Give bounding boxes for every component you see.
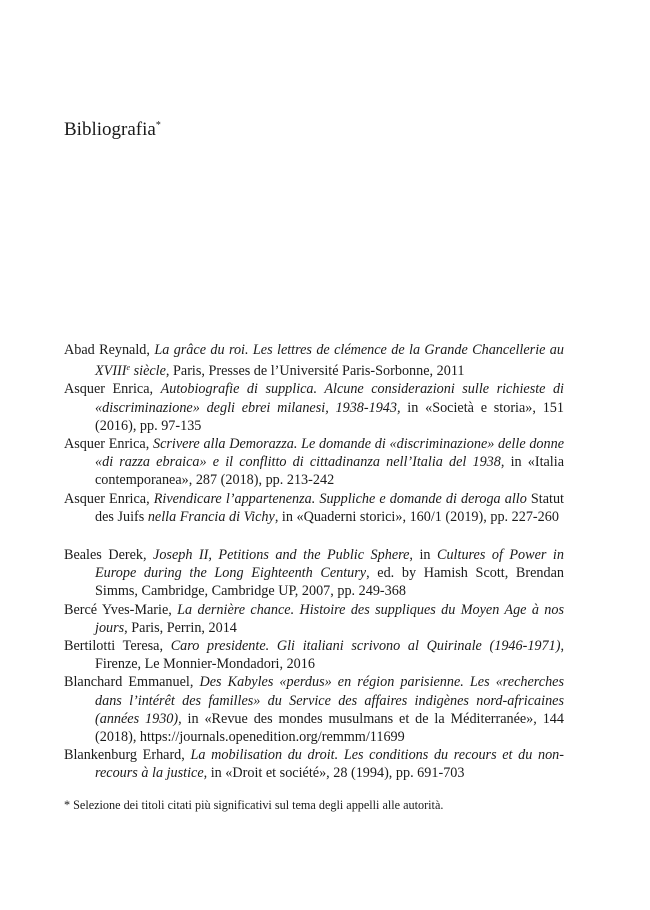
italic-title-run: La dernière chance. Histoire des suppliques du Moyen Age à nos jours	[95, 601, 565, 636]
text-run: Beales Derek,	[64, 547, 154, 564]
text-run: , in «Revue des mondes musulmans et de la Méditerranée», 144 (2018), https://journals.openedition.org/remmm/11699	[95, 710, 564, 746]
italic-title-run: Cultures of Power in Europe during the Long Eighteenth Century	[95, 547, 564, 582]
italic-title-run: siècle	[130, 363, 166, 380]
text-run: , in «Droit et société», 28 (1994), pp. 691-703	[203, 765, 465, 782]
italic-title-run: Rivendicare l’appartenenza. Suppliche e domande di deroga allo	[153, 490, 531, 507]
italic-title-run: Joseph II, Petitions and the Public Sphere	[153, 547, 410, 564]
bibliography-list	[64, 341, 564, 783]
text-run: , Paris, Presses de l’Université Paris-Sorbonne, 2011	[165, 363, 465, 380]
reference-entry	[64, 673, 564, 746]
bibliography-group-1	[64, 341, 564, 526]
italic-title-run: Scrivere alla Demorazza. Le domande di «discriminazione» delle donne «di razza ebraica» e il conflitto di cittadinanza nell’Italia del 1938	[95, 436, 565, 471]
text-run: Bertilotti Teresa,	[64, 638, 171, 655]
reference-entry	[64, 601, 564, 637]
reference-entry	[64, 546, 564, 601]
reference-entry	[64, 490, 564, 526]
group-spacer	[64, 526, 564, 546]
reference-entry	[64, 341, 564, 380]
page-title	[64, 114, 161, 142]
footnote-marker: *	[155, 120, 161, 131]
text-run: , in «Italia contemporanea», 287 (2018), pp. 213-242	[95, 454, 564, 489]
text-run: Bercé Yves-Marie,	[64, 601, 178, 618]
text-run: Asquer Enrica,	[64, 490, 154, 507]
italic-title-run: Caro presidente. Gli italiani scrivono al Quirinale (1946-1971)	[170, 638, 561, 655]
text-run: , in	[409, 547, 437, 564]
bibliography-group-2	[64, 546, 564, 783]
italic-title-run: La grâce du roi. Les lettres de clémence de la Grande Chancellerie au XVIII	[95, 342, 564, 380]
page-title-text: Bibliografia	[64, 119, 156, 140]
text-run: in «Società e storia», 151 (2016), pp. 97-135	[95, 399, 564, 434]
text-run: Asquer Enrica,	[64, 381, 161, 398]
text-run: Asquer Enrica,	[64, 436, 153, 453]
italic-title-run: La mobilisation du droit. Les conditions du recours et du non-recours à la justice	[95, 747, 564, 782]
italic-title-run: Des Kabyles «perdus» en région parisienne. Les «recherches dans l’intérêt des familles» du Service des affaires indigènes nord-africaines (années 1930)	[95, 674, 564, 727]
italic-title-run: Autobiografie di supplica. Alcune considerazioni sulle richieste di «discriminazione» degli ebrei milanesi, 1938-1943,	[95, 381, 564, 416]
reference-entry	[64, 380, 564, 435]
text-run: Statut des Juifs	[95, 490, 564, 525]
footnote: * Selezione dei titoli citati più significativi sul tema degli appelli alle autorità.	[64, 798, 444, 812]
italic-title-run: nella Francia di Vichy	[144, 508, 275, 525]
superscript-run: e	[126, 363, 131, 373]
reference-entry	[64, 637, 564, 673]
text-run: Blankenburg Erhard,	[64, 747, 191, 764]
text-run: , Firenze, Le Monnier-Mondadori, 2016	[95, 638, 564, 673]
text-run: , Paris, Perrin, 2014	[124, 619, 237, 636]
text-run: , in «Quaderni storici», 160/1 (2019), pp. 227-260	[274, 508, 559, 525]
reference-entry	[64, 746, 564, 782]
text-run: Abad Reynald,	[64, 342, 155, 358]
reference-entry	[64, 435, 564, 490]
text-run: Blanchard Emmanuel,	[64, 674, 200, 691]
text-run: , ed. by Hamish Scott, Brendan Simms, Cambridge, Cambridge UP, 2007, pp. 249-368	[95, 565, 564, 600]
